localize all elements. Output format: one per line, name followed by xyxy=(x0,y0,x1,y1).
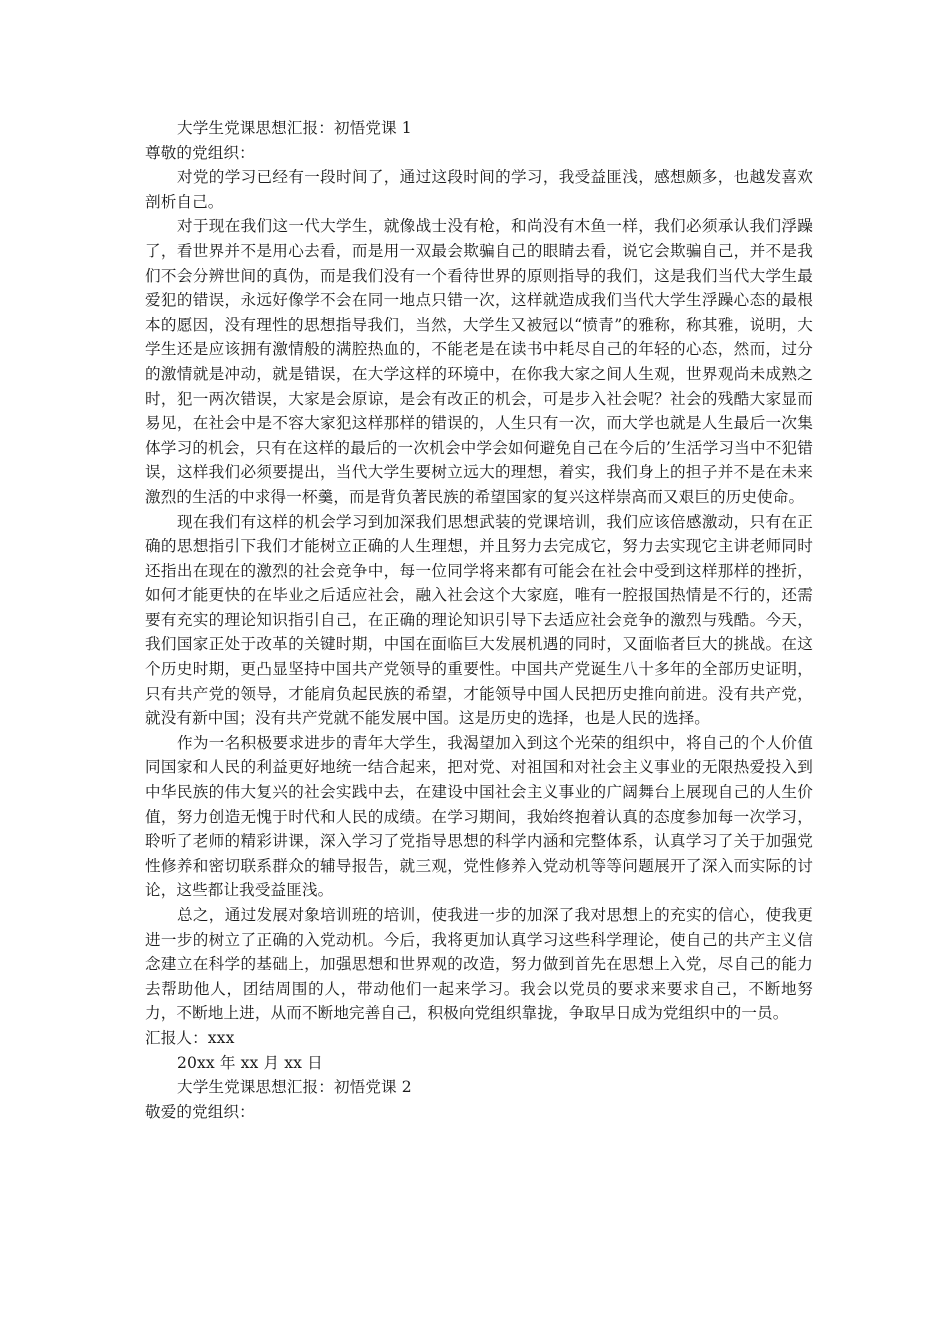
doc2-salutation: 敬爱的党组织： xyxy=(145,1102,255,1121)
doc1-paragraph-1: 对党的学习已经有一段时间了，通过这段时间的学习，我受益匪浅，感想颇多，也越发喜欢剖析自己。 xyxy=(145,168,813,211)
doc1-reporter: 汇报人：xxx xyxy=(145,1028,235,1047)
doc1-paragraph-3: 现在我们有这样的机会学习到加深我们思想武装的党课培训，我们应该倍感激动，只有在正确的思想指引下我们才能树立正确的人生理想，并且努力去完成它，努力去实现它主讲老师同时还指出在现在的激烈的社会竞争中，每一位同学将来都有可能会在社会中受到这样那样的挫折，如何才能更快的在毕业之后适应社会，融入社会这个大家庭，唯有一腔报国热情是不行的，还需要有充实的理论知识指引自己，在正确的理论知识引导下去适应社会竞争的激烈与残酷。今天，我们国家正处于改革的关键时期，中国在面临巨大发展机遇的同时，又面临者巨大的挑战。在这个历史时期，更凸显坚持中国共产党领导的重要性。中国共产党诞生八十多年的全部历史证明，只有共产党的领导，才能肩负起民族的希望，才能领导中国人民把历史推向前进。没有共产党，就没有新中国；没有共产党就不能发展中国。这是历史的选择，也是人民的选择。 xyxy=(145,512,813,728)
doc1-salutation: 尊敬的党组织： xyxy=(145,143,255,162)
doc1-paragraph-5: 总之，通过发展对象培训班的培训，使我进一步的加深了我对思想上的充实的信心，使我更进一步的树立了正确的入党动机。今后，我将更加认真学习这些科学理论，使自己的共产主义信念建立在科学的基础上，加强思想和世界观的改造，努力做到首先在思想上入党，尽自己的能力去帮助他人，团结周围的人，带动他们一起来学习。我会以党员的要求来要求自己，不断地努力，不断地上进，从而不断地完善自己，积极向党组织靠拢，争取早日成为党组织中的一员。 xyxy=(145,906,813,1023)
doc1-paragraph-2: 对于现在我们这一代大学生，就像战士没有枪，和尚没有木鱼一样，我们必须承认我们浮躁了，看世界并不是用心去看，而是用一双最会欺骗自己的眼睛去看，说它会欺骗自己，并不是我们不会分辨世间的真伪，而是我们没有一个看待世界的原则指导的我们，这是我们当代大学生最爱犯的错误，永远好像学不会在同一地点只错一次，这样就造成我们当代大学生浮躁心态的最根本的愿因，没有理性的思想指导我们，当然，大学生又被冠以“愤青”的雅称，称其雅，说明，大学生还是应该拥有激情般的满腔热血的，不能老是在读书中耗尽自己的年轻的心态，然而，过分的激情就是冲动，就是错误，在大学这样的环境中，在你我大家之间人生观，世界观尚未成熟之时，犯一两次错误，大家是会原谅，是会有改正的机会，可是步入社会呢？社会的残酷大家显而易见，在社会中是不容大家犯这样那样的错误的，人生只有一次，而大学也就是人生最后一次集体学习的机会，只有在这样的最后的一次机会中学会如何避免自己在今后的’生活学习当中不犯错误，这样我们必须要提出，当代大学生要树立远大的理想，着实，我们身上的担子并不是在未来激烈的生活的中求得一杯羹，而是背负著民族的希望国家的复兴这样崇高而又艰巨的历史使命。 xyxy=(145,217,813,506)
document-page xyxy=(145,116,813,1124)
doc1-title: 大学生党课思想汇报：初悟党课 1 xyxy=(177,119,412,137)
doc1-paragraph-4: 作为一名积极要求进步的青年大学生，我渴望加入到这个光荣的组织中，将自己的个人价值同国家和人民的利益更好地统一结合起来，把对党、对祖国和对社会主义事业的无限热爱投入到中华民族的伟大复兴的社会实践中去，在建设中国社会主义事业的广阔舞台上展现自己的人生价值，努力创造无愧于时代和人民的成绩。在学习期间，我始终抱着认真的态度参加每一次学习，聆听了老师的精彩讲课，深入学习了党指导思想的科学内涵和完整体系，认真学习了关于加强党性修养和密切联系群众的辅导报告，就三观，党性修养入党动机等等问题展开了深入而实际的讨论，这些都让我受益匪浅。 xyxy=(145,733,813,900)
doc1-date: 20xx 年 xx 月 xx 日 xyxy=(177,1053,323,1072)
doc2-title: 大学生党课思想汇报：初悟党课 2 xyxy=(177,1078,412,1097)
